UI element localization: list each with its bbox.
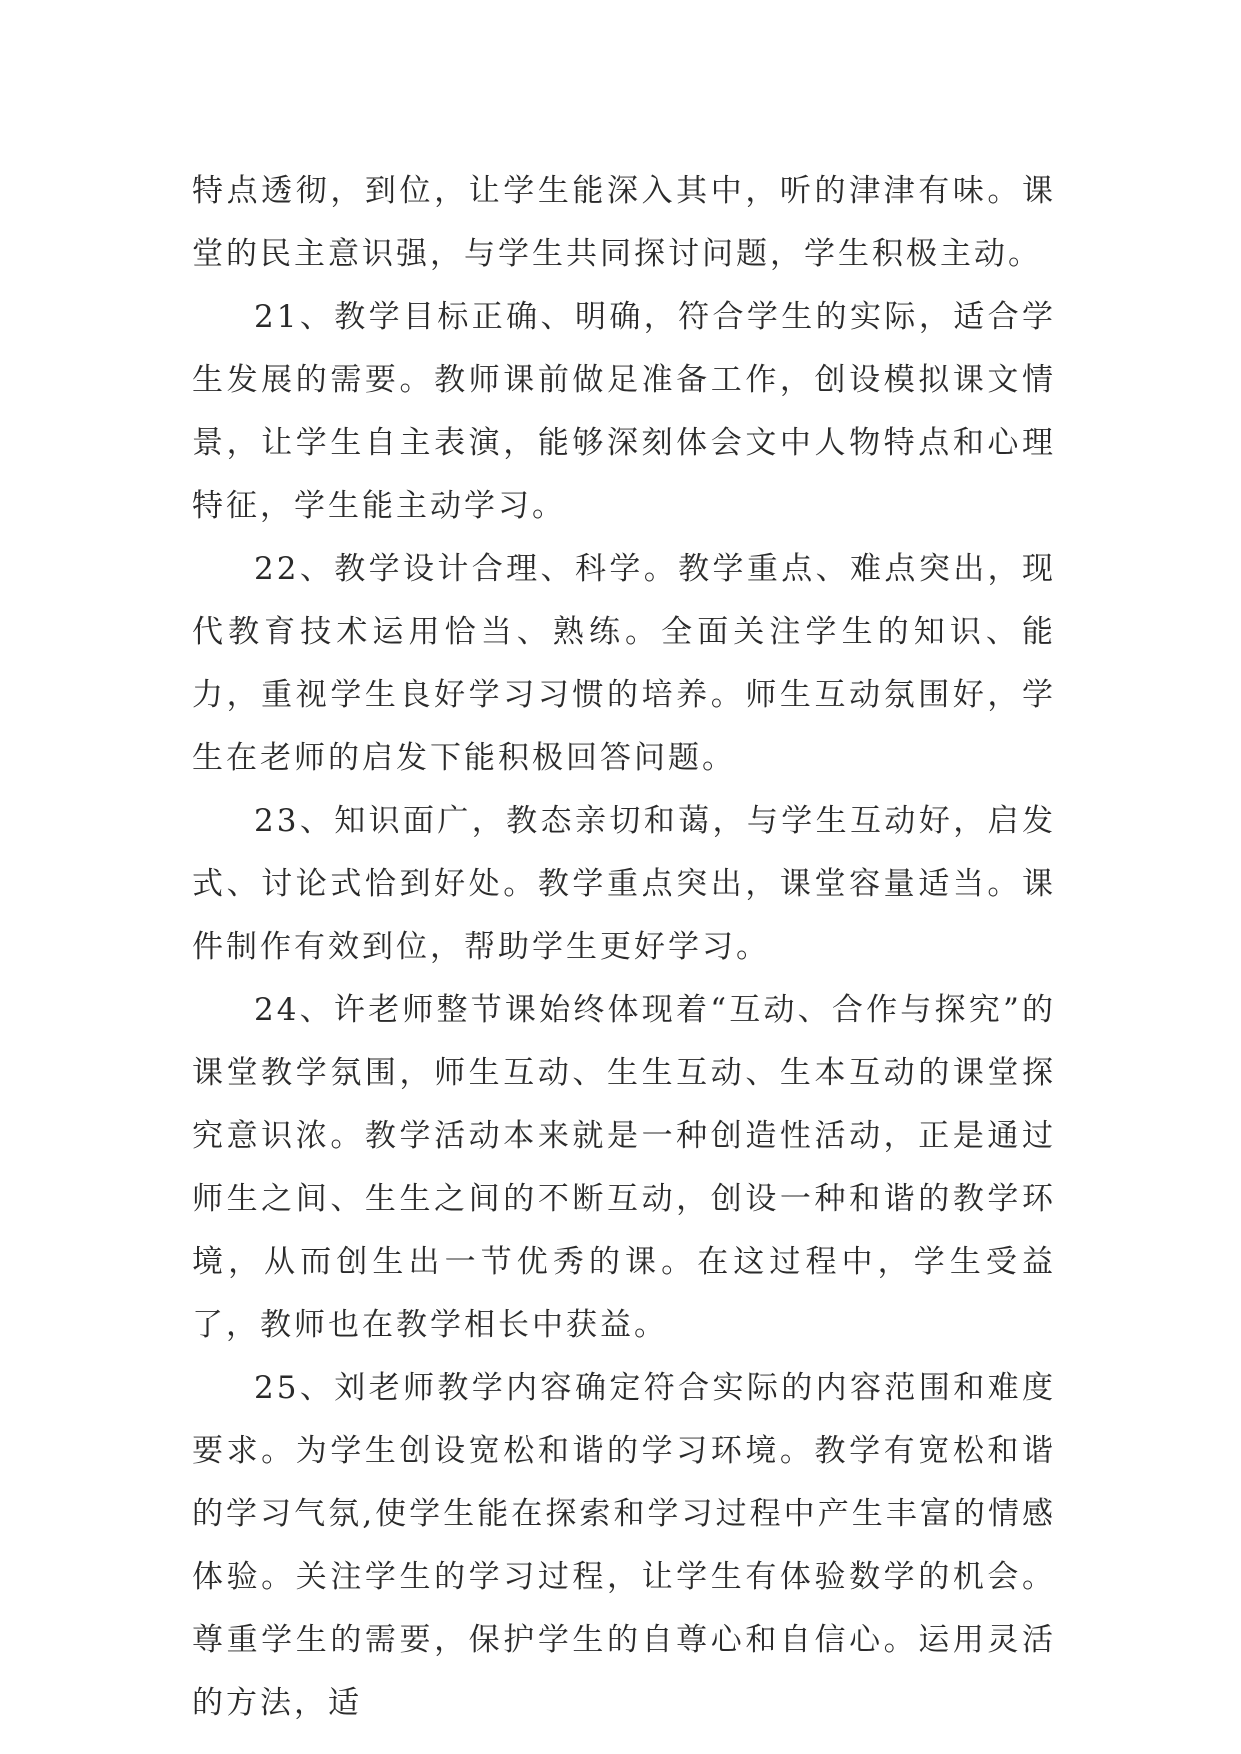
document-body [192,160,1056,1735]
paragraph-23: 23、知识面广，教态亲切和蔼，与学生互动好，启发式、讨论式恰到好处。教学重点突出，课堂容量适当。课件制作有效到位，帮助学生更好学习。 [192,803,1056,965]
paragraph-20-continuation: 特点透彻，到位，让学生能深入其中，听的津津有味。课堂的民主意识强，与学生共同探讨问题，学生积极主动。 [192,173,1056,272]
paragraph-25: 25、刘老师教学内容确定符合实际的内容范围和难度要求。为学生创设宽松和谐的学习环境。教学有宽松和谐的学习气氛,使学生能在探索和学习过程中产生丰富的情感体验。关注学生的学习过程，让学生有体验数学的机会。尊重学生的需要，保护学生的自尊心和自信心。运用灵活的方法，适 [192,1370,1056,1721]
paragraph-22: 22、教学设计合理、科学。教学重点、难点突出，现代教育技术运用恰当、熟练。全面关注学生的知识、能力，重视学生良好学习习惯的培养。师生互动氛围好，学生在老师的启发下能积极回答问题。 [192,551,1056,776]
paragraph-24: 24、许老师整节课始终体现着“互动、合作与探究”的课堂教学氛围，师生互动、生生互动、生本互动的课堂探究意识浓。教学活动本来就是一种创造性活动，正是通过师生之间、生生之间的不断互动，创设一种和谐的教学环境，从而创生出一节优秀的课。在这过程中，学生受益了，教师也在教学相长中获益。 [192,992,1056,1343]
paragraph-21: 21、教学目标正确、明确，符合学生的实际，适合学生发展的需要。教师课前做足准备工作，创设模拟课文情景，让学生自主表演，能够深刻体会文中人物特点和心理特征，学生能主动学习。 [192,299,1056,524]
